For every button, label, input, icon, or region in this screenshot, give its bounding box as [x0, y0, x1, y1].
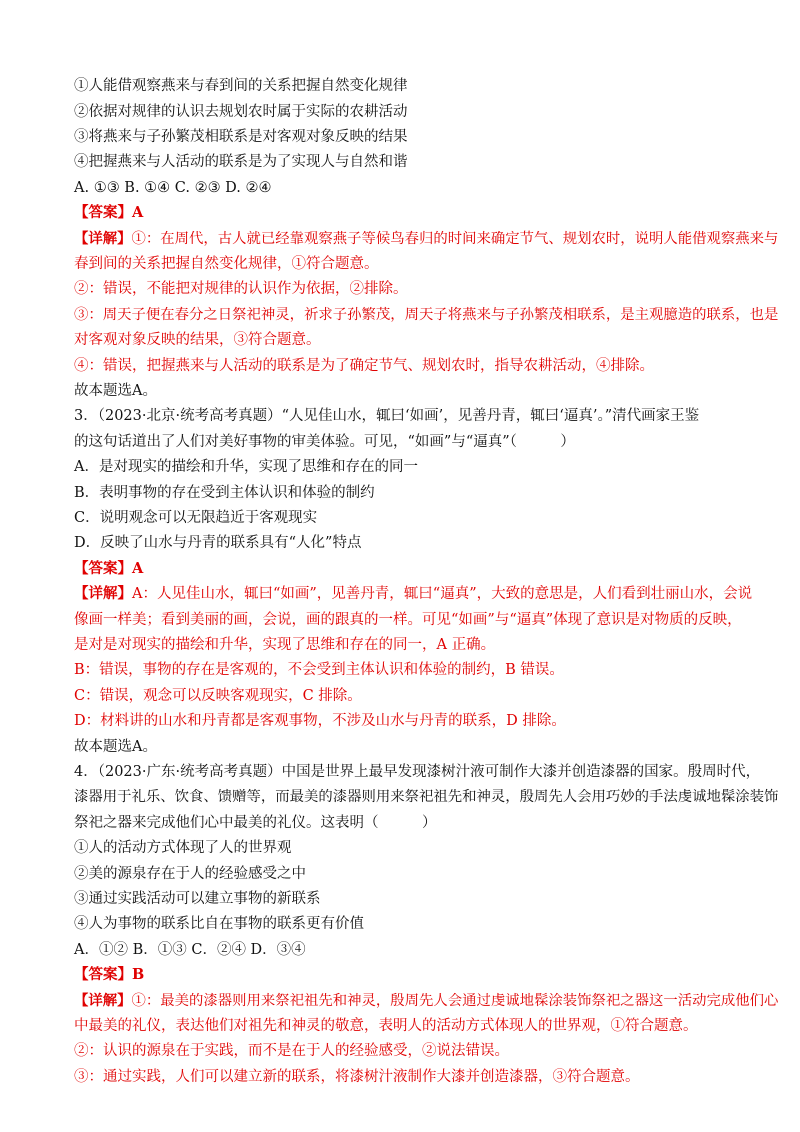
detail-line: [74, 991, 778, 1011]
answer-line: [74, 203, 143, 223]
answer-choices: A. ①③ B. ①④ C. ②③ D. ②④: [74, 180, 272, 196]
answer-tag: 【答案】: [74, 560, 132, 577]
detail-line: 春到间的关系把握自然变化规律，①符合题意。: [74, 256, 379, 272]
detail-tag: 【详解】: [74, 230, 132, 247]
option-item: ①人的活动方式体现了人的世界观: [74, 840, 292, 856]
detail-line: 像画一样美；看到美丽的画，会说，画的跟真的一样。可见“如画”与“逼真”体现了意识是对物质的反映，: [74, 612, 742, 628]
detail-line: 对客观对象反映的结果，③符合题意。: [74, 332, 321, 348]
question-stem: 4．（2023·广东·统考高考真题）中国是世界上最早发现漆树汁液可制作大漆并创造漆器的国家。殷周时代，: [74, 764, 761, 780]
answer-tag: 【答案】: [74, 204, 132, 221]
detail-line: ④：错误，把握燕来与人活动的联系是为了确定节气、规划农时，指导农耕活动，④排除。: [74, 358, 654, 374]
question-stem: 祭祀之器来完成他们心中最美的礼仪。这表明（ ）: [74, 815, 437, 831]
detail-line: [74, 229, 778, 249]
detail-line: ②：错误，不能把对规律的认识作为依据，②排除。: [74, 281, 408, 297]
answer-line: [74, 559, 143, 579]
detail-line: 是对是对现实的描绘和升华，实现了思维和存在的同一，A 正确。: [74, 637, 496, 653]
option-item: ④把握燕来与人活动的联系是为了实现人与自然和谐: [74, 154, 408, 170]
option-item: D．反映了山水与丹青的联系具有“人化”特点: [74, 535, 362, 551]
option-item: ②依据对规律的认识去规划农时属于实际的农耕活动: [74, 104, 408, 120]
question-stem: 3．（2023·北京·统考高考真题）“人见佳山水，辄曰‘如画’，见善丹青，辄曰‘逼真’。”清代画家王鉴: [74, 408, 700, 424]
detail-tag: 【详解】: [74, 585, 132, 602]
detail-line: B：错误，事物的存在是客观的，不会受到主体认识和体验的制约，B 错误。: [74, 662, 564, 678]
detail-line: 中最美的礼仪，表达他们对祖先和神灵的敬意，表明人的活动方式体现人的世界观，①符合题意。: [74, 1018, 698, 1034]
answer-value: B: [132, 966, 145, 983]
conclusion: 故本题选A。: [74, 739, 157, 755]
option-item: B．表明事物的存在受到主体认识和体验的制约: [74, 485, 375, 501]
detail-text: ①：在周代，古人就已经靠观察燕子等候鸟春归的时间来确定节气、规划农时，说明人能借观察燕来与: [131, 231, 779, 247]
conclusion: 故本题选A。: [74, 383, 157, 399]
detail-line: ③：通过实践，人们可以建立新的联系，将漆树汁液制作大漆并创造漆器，③符合题意。: [74, 1069, 640, 1085]
answer-line: [74, 965, 144, 985]
option-item: ③将燕来与子孙繁茂相联系是对客观对象反映的结果: [74, 129, 408, 145]
detail-text: ①：最美的漆器则用来祭祀祖先和神灵，殷周先人会通过虔诚地髹涂装饰祭祀之器这一活动完成他们心: [131, 993, 779, 1009]
answer-value: A: [132, 560, 144, 577]
answer-value: A: [132, 204, 144, 221]
detail-line: D：材料讲的山水和丹青都是客观事物，不涉及山水与丹青的联系，D 排除。: [74, 713, 566, 729]
detail-line: [74, 584, 752, 604]
option-item: ①人能借观察燕来与春到间的关系把握自然变化规律: [74, 78, 408, 94]
answer-tag: 【答案】: [74, 966, 132, 983]
option-item: ②美的源泉存在于人的经验感受之中: [74, 866, 306, 882]
detail-line: ②：认识的源泉在于实践，而不是在于人的经验感受，②说法错误。: [74, 1043, 509, 1059]
detail-tag: 【详解】: [74, 992, 132, 1009]
option-item: C．说明观念可以无限趋近于客观现实: [74, 510, 318, 526]
question-stem: 漆器用于礼乐、饮食、馈赠等，而最美的漆器则用来祭祀祖先和神灵，殷周先人会用巧妙的手法虔诚地髹涂装饰: [74, 789, 779, 805]
option-item: ③通过实践活动可以建立事物的新联系: [74, 891, 321, 907]
option-item: ④人为事物的联系比自在事物的联系更有价值: [74, 916, 364, 932]
detail-text: A：人见佳山水，辄曰“如画”，见善丹青，辄曰“逼真”，大致的意思是，人们看到壮丽山水，会说: [132, 586, 753, 602]
detail-line: C：错误，观念可以反映客观现实，C 排除。: [74, 688, 362, 704]
answer-choices: A．①② B．①③ C．②④ D．③④: [74, 942, 306, 958]
option-item: A．是对现实的描绘和升华，实现了思维和存在的同一: [74, 459, 418, 475]
question-stem: 的这句话道出了人们对美好事物的审美体验。可见，“如画”与“逼真”（ ）: [74, 434, 575, 450]
detail-line: ③：周天子便在春分之日祭祀神灵，祈求子孙繁茂，周天子将燕来与子孙繁茂相联系，是主观臆造的联系，也是: [74, 307, 779, 323]
